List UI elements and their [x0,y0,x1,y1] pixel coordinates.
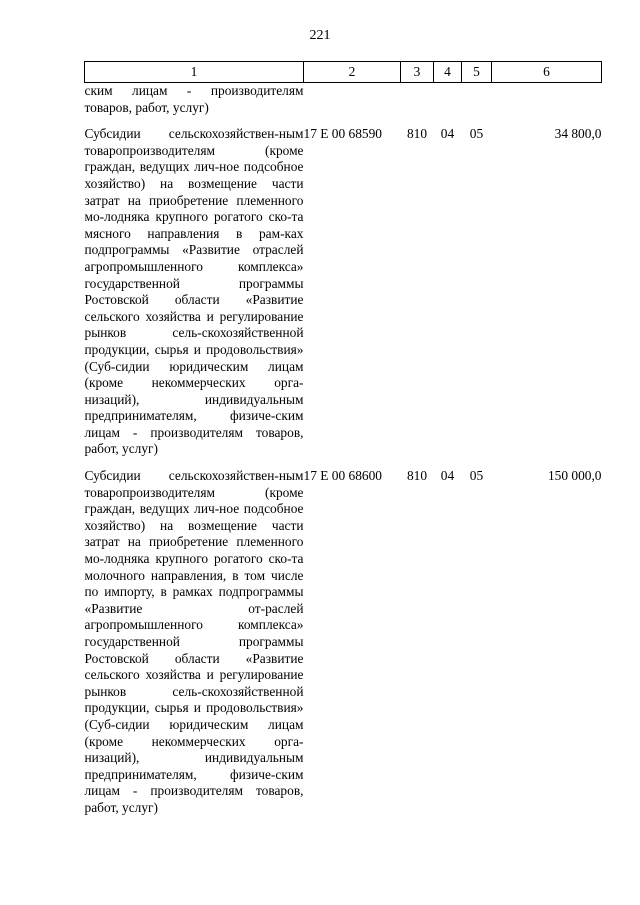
row-name: Субсидии сельскохозяйствен-ным товаропроизводителям (кроме граждан, ведущих лич-ное подсобное хозяйство) на возмещение части затрат на приобретение племенного мо-лодняка крупного рогатого ско-та мясного направления в рам-ках подпрограммы «Развитие отраслей агропромышленного комплекса» государственной программы Ростовской области «Развитие сельского хозяйства и регулирование рынков сель-скохозяйственной продукции, сырья и продовольствия» (Суб-сидии юридическим лицам (кроме некоммерческих орга-низаций), индивидуальным предпринимателям, физиче-ским лицам - производителям товаров, работ, услуг) [84,126,304,457]
row-expense-type: 810 [406,126,428,142]
page-number: 221 [309,28,331,43]
row-target-code: 17 Е 00 68600 [303,468,382,484]
header-row [85,62,602,83]
row-subsection: 05 [469,126,484,142]
header-col-6: 6 [492,62,602,83]
row-section: 04 [440,126,455,142]
header-col-2: 2 [304,62,401,83]
row-target-code: 17 Е 00 68590 [303,126,382,142]
row-amount: 34 800,0 [554,126,602,142]
row-amount: 150 000,0 [547,468,602,484]
continuation-row [85,83,602,117]
table-row [85,126,602,458]
header-col-4: 4 [434,62,462,83]
header-col-1: 1 [85,62,304,83]
row-subsection: 05 [469,468,484,484]
table-row [85,468,602,816]
header-col-3: 3 [401,62,434,83]
header-col-5: 5 [462,62,492,83]
budget-table [84,61,602,817]
row-section: 04 [440,468,455,484]
row-expense-type: 810 [406,468,428,484]
row-name: Субсидии сельскохозяйствен-ным товаропроизводителям (кроме граждан, ведущих лич-ное подсобное хозяйство) на возмещение части затрат на приобретение племенного мо-лодняка крупного рогатого ско-та молочного направления, в том числе по импорту, в рамках подпрограммы «Развитие от-раслей агропромышленного комплекса» государственной программы Ростовской области «Развитие сельского хозяйства и регулирование рынков сель-скохозяйственной продукции, сырья и продовольствия» (Суб-сидии юридическим лицам (кроме некоммерческих орга-низаций), индивидуальным предпринимателям, физиче-ским лицам - производителям товаров, работ, услуг) [84,468,304,815]
continuation-text: ским лицам - производителям товаров, работ, услуг) [84,83,304,115]
